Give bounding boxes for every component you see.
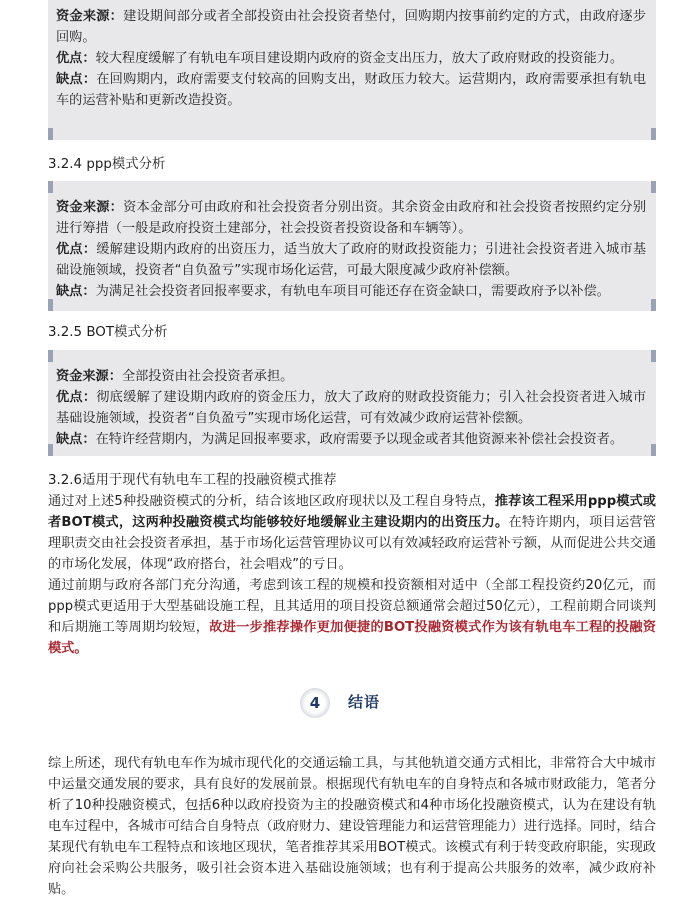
disadvantages-text: 缺点：在回购期内，政府需要支付较高的回购支出，财政压力较大。运营期内，政府需要承担有轨电车的运营补贴和更新改造投资。 [56,72,647,108]
info-box-buyback [48,0,656,140]
box-corner [48,350,53,362]
section-4-heading [286,684,426,722]
box-corner [651,444,656,456]
advantages-text: 优点：较大程度缓解了有轨电车项目建设期内政府的资金支出压力，放大了政府财政的投资能力。 [56,51,624,66]
funding-source-text: 资金来源：全部投资由社会投资者承担。 [56,369,294,384]
box-corner [651,181,656,193]
box-corner [48,444,53,456]
section-heading-recommendation: 3.2.6适用于现代有轨电车工程的投融资模式推荐 [48,473,337,488]
box-corner [48,299,53,311]
section-title: 结语 [348,693,381,711]
section-number-badge: 4 [300,688,330,718]
box-corner [48,181,53,193]
box-corner [651,299,656,311]
box-corner [48,128,53,140]
box-corner [651,128,656,140]
disadvantages-text: 缺点：在特许经营期内，为满足回报率要求，政府需要予以现金或者其他资源来补偿社会投资者。 [56,432,624,447]
disadvantages-text: 缺点：为满足社会投资者回报率要求，有轨电车项目可能还存在资金缺口，需要政府予以补偿。 [56,284,610,299]
section-heading-ppp: 3.2.4 ppp模式分析 [48,157,166,172]
advantages-text: 优点：缓解建设期内政府的出资压力，适当放大了政府的财政投资能力；引进社会投资者进入城市基础设施领域，投资者“自负盈亏”实现市场化运营，可最大限度减少政府补偿额。 [56,242,647,278]
funding-source-text: 资金来源：资本金部分可由政府和社会投资者分别出资。其余资金由政府和社会投资者按照约定分别进行筹措（一般是政府投资土建部分，社会投资者投资设备和车辆等）。 [56,200,647,236]
section-heading-bot: 3.2.5 BOT模式分析 [48,325,168,340]
advantages-text: 优点：彻底缓解了建设期内政府的资金压力，放大了政府的财政投资能力；引入社会投资者进入城市基础设施领域，投资者“自负盈亏”实现市场化运营，可有效减少政府运营补偿额。 [56,390,647,426]
recommendation-paragraph-2: 通过前期与政府各部门充分沟通，考虑到该工程的规模和投资额相对适中（全部工程投资约20亿元，而ppp模式更适用于大型基础设施工程，且其适用的项目投资总额通常会超过50亿元），工程前期合同谈判和后期施工等周期均较短，故进一步推荐操作更加便捷的BOT投融资模式作为该有轨电车工程的投融资模式。 [48,578,656,656]
conclusion-paragraph: 综上所述，现代有轨电车作为城市现代化的交通运输工具，与其他轨道交通方式相比，非常符合大中城市中运量交通发展的要求，具有良好的发展前景。根据现代有轨电车的自身特点和各城市财政能力，笔者分析了10种投融资模式，包括6种以政府投资为主的投融资模式和4种市场化投融资模式，认为在建设有轨电车过程中，各城市可结合自身特点（政府财力、建设管理能力和运营管理能力）进行选择。同时，结合某现代有轨电车工程特点和该地区现状，笔者推荐其采用BOT模式。该模式有利于转变政府职能，实现政府向社会采购公共服务，吸引社会资本进入基础设施领域；也有利于提高公共服务的效率，减少政府补贴。 [48,756,656,897]
info-box-ppp [48,181,656,311]
funding-source-text: 资金来源：建设期间部分或者全部投资由社会投资者垫付，回购期内按事前约定的方式，由政府逐步回购。 [56,9,647,45]
recommendation-paragraph: 通过对上述5种投融资模式的分析，结合该地区政府现状以及工程自身特点，推荐该工程采用ppp模式或者BOT模式，这两种投融资模式均能够较好地缓解业主建设期内的出资压力。在特许期内，项目运营管理职责交由社会投资者承担，基于市场化运营管理协议可以有效减轻政府运营补亏额，从而促进公共交通的市场化发展，体现“政府搭台，社会唱戏”的亏日。 [48,494,656,572]
info-box-bot [48,350,656,456]
box-corner [651,350,656,362]
